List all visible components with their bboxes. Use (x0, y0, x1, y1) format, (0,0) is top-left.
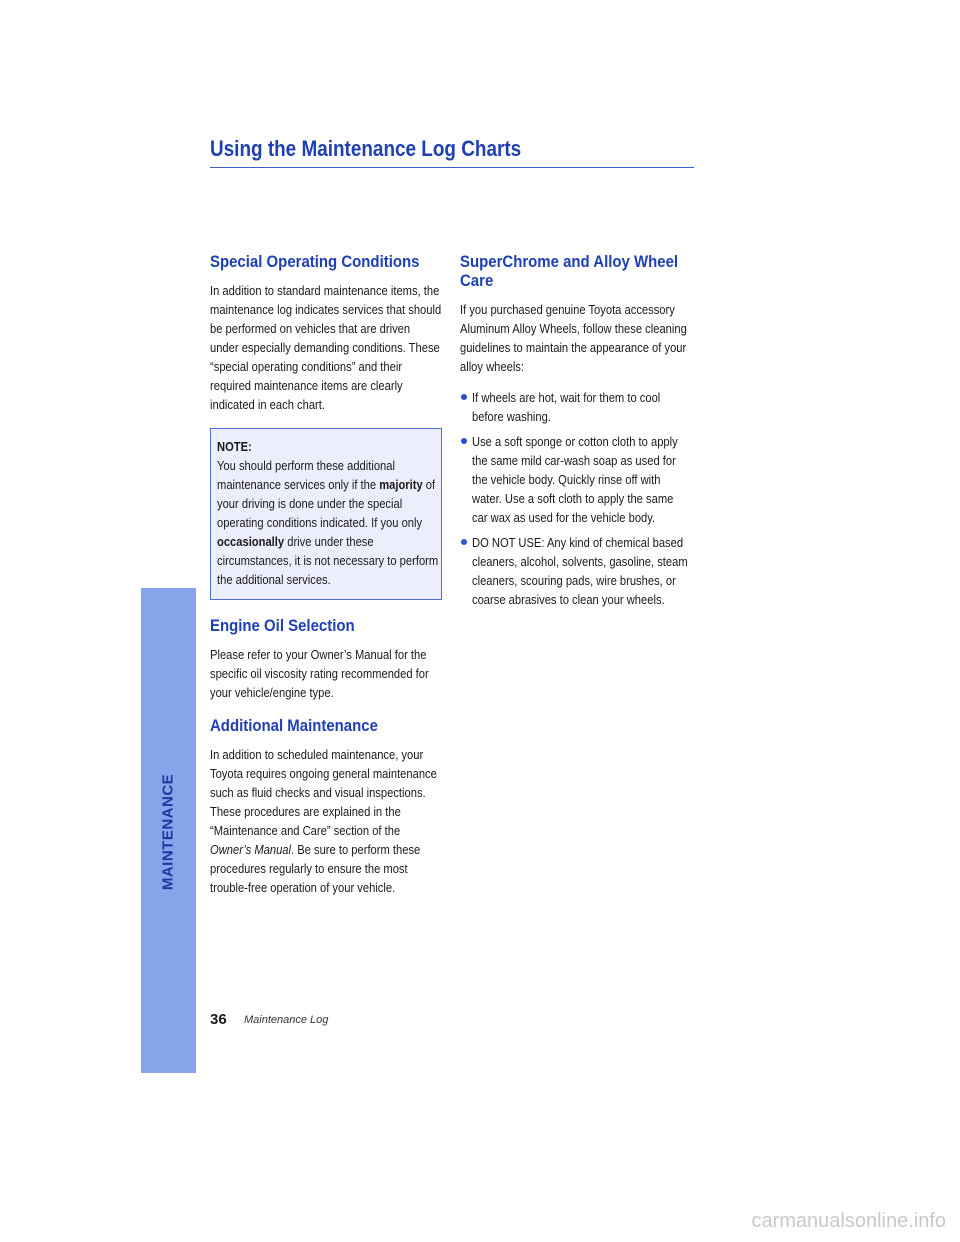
note-majority: majority (379, 477, 423, 492)
title-divider (210, 167, 694, 168)
note-text (217, 437, 438, 589)
list-item-text: DO NOT USE: Any kind of chemical based cleaners, alcohol, solvents, gasoline, steam cleaners, scouring pads, wire brushes, or coarse abrasives to clean your wheels. (472, 535, 688, 607)
side-tab-label: MAINTENANCE (159, 773, 177, 891)
additional-part-1: In addition to scheduled maintenance, your Toyota requires ongoing general maintenance such as fluid checks and visual inspections. These procedures are explained in the “Maintenance and Care” section of the (210, 747, 437, 838)
additional-maintenance-body (210, 745, 441, 897)
page-number: 36 (210, 1011, 227, 1028)
list-item (460, 432, 692, 527)
bullet-dot-icon (461, 394, 467, 400)
special-conditions-heading: Special Operating Conditions (210, 252, 420, 271)
wheel-care-list (460, 388, 692, 609)
note-part-3: drive under these circumstances, it is not necessary to perform the additional services. (217, 534, 439, 587)
wheel-care-intro: If you purchased genuine Toyota accessory Aluminum Alloy Wheels, follow these cleaning guidelines to maintain the appearance of your alloy wheels: (460, 302, 687, 374)
list-item (460, 388, 692, 426)
owners-manual-ref: Owner’s Manual (210, 842, 292, 857)
bullet-dot-icon (461, 438, 467, 444)
note-occasionally: occasionally (217, 534, 285, 549)
note-title: NOTE: (217, 439, 252, 454)
list-item (460, 533, 692, 609)
note-box (210, 428, 442, 600)
left-column (210, 252, 442, 897)
watermark: carmanualsonline.info (751, 1210, 946, 1232)
list-item-text: Use a soft sponge or cotton cloth to apply the same mild car-wash soap as used for the vehicle body. Quickly rinse off with water. Use a soft cloth to apply the same car wax as used for the vehicle body. (472, 434, 678, 525)
note-part-2: of your driving is done under the special operating conditions indicated. If you only (217, 477, 436, 530)
engine-oil-heading: Engine Oil Selection (210, 616, 355, 635)
special-conditions-body: In addition to standard maintenance items, the maintenance log indicates services that should be performed on vehicles that are driven under especially demanding conditions. These “special operating conditions” and their required maintenance items are clearly indicated in each chart. (210, 283, 442, 412)
footer-label: Maintenance Log (244, 1014, 329, 1026)
list-item-text: If wheels are hot, wait for them to cool before washing. (472, 390, 661, 424)
additional-part-2: . Be sure to perform these procedures regularly to ensure the most trouble-free operation of your vehicle. (210, 842, 421, 895)
additional-maintenance-heading: Additional Maintenance (210, 716, 378, 735)
page-title: Using the Maintenance Log Charts (210, 136, 522, 161)
right-column (460, 252, 692, 615)
engine-oil-body: Please refer to your Owner’s Manual for the specific oil viscosity rating recommended for your vehicle/engine type. (210, 647, 429, 700)
wheel-care-heading: SuperChrome and Alloy Wheel Care (460, 252, 679, 290)
note-part-1: You should perform these additional maintenance services only if the (217, 458, 395, 492)
bullet-dot-icon (461, 539, 467, 545)
